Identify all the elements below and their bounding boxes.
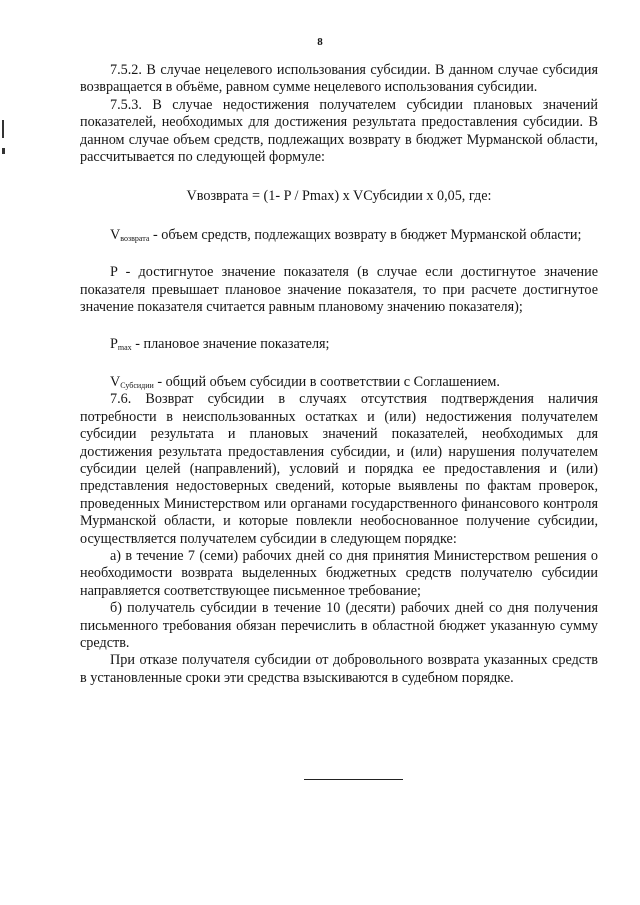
definition-pmax bbox=[80, 336, 598, 353]
paragraph-7-5-2: 7.5.2. В случае нецелевого использования субсидии. В данном случае субсидия возвращается в объёме, равном сумме нецелевого использования субсидии. bbox=[80, 62, 598, 96]
document-body bbox=[80, 62, 598, 687]
subscript-max: max bbox=[117, 343, 132, 353]
scan-artifact-mark bbox=[2, 120, 4, 138]
paragraph-7-6: 7.6. Возврат субсидии в случаях отсутствия подтверждения наличия потребности в неиспользованных остатках и (или) недостижения получателем субсидии результата и плановых значений показателей, необходимых для достижения результата предоставления субсидии, и (или) нарушения получателем субсидии целей (направлений), условий и порядка ее предоставления и (или) представления недостоверных сведений, которые выявлены по фактам проверок, проведенных Министерством или органами государственного финансового контроля Мурманской области, и которые повлекли необоснованное получение субсидии, осуществляется получателем субсидии в следующем порядке: bbox=[80, 391, 598, 547]
definition-v-return bbox=[80, 227, 598, 244]
symbol-v: V bbox=[110, 226, 121, 243]
paragraph-7-5-3: 7.5.3. В случае недостижения получателем субсидии плановых значений показателей, необходимых для достижения результата предоставления субсидии. В данном случае объем средств, подлежащих возврату в бюджет Мурманской области, рассчитывается по следующей формуле: bbox=[80, 96, 598, 166]
definition-text: - общий объем субсидии в соответствии с Соглашением. bbox=[153, 373, 500, 390]
subscript-subsidy: Субсидии bbox=[120, 380, 154, 390]
definition-text: - плановое значение показателя; bbox=[131, 336, 330, 353]
paragraph-item-b: б) получатель субсидии в течение 10 (десяти) рабочих дней со дня получения письменного требования обязан перечислить в областной бюджет указанную сумму средств. bbox=[80, 600, 598, 651]
symbol-v: V bbox=[110, 373, 121, 390]
scan-artifact-mark bbox=[2, 148, 5, 154]
definition-text: - объем средств, подлежащих возврату в бюджет Мурманской области; bbox=[149, 226, 582, 243]
paragraph-refusal: При отказе получателя субсидии от добровольного возврата указанных средств в установленные сроки эти средства взыскиваются в судебном порядке. bbox=[80, 652, 598, 686]
paragraph-item-a: а) в течение 7 (семи) рабочих дней со дня принятия Министерством решения о необходимости возврата выделенных бюджетных средств получателю субсидии направляется соответствующее письменное требование; bbox=[80, 547, 598, 599]
closing-line bbox=[304, 779, 403, 780]
formula: Vвозврата = (1- P / Pmax) x VСубсидии x 0,05, где: bbox=[186, 188, 492, 205]
definition-v-subsidy bbox=[80, 374, 598, 391]
subscript-return: возврата bbox=[120, 233, 150, 243]
page-number: 8 bbox=[317, 36, 323, 48]
definition-p: P - достигнутое значение показателя (в случае если достигнутое значение показателя превышает плановое значение показателя, то при расчете достигнутое значение показателя считается равным плановому значению показателя); bbox=[80, 264, 598, 316]
symbol-p: P bbox=[110, 336, 118, 353]
